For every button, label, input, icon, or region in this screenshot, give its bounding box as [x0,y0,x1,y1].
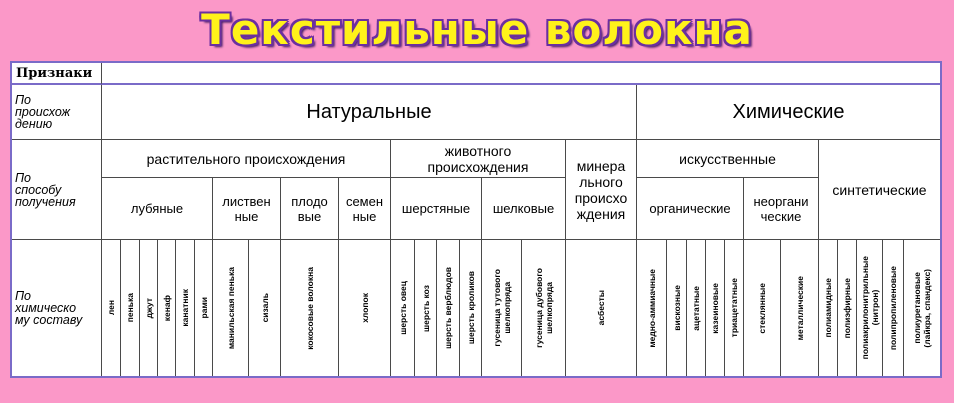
fiber-label: полиамидные [823,278,833,338]
fiber-cell [566,240,637,376]
fiber-label: полиуретановые (лайкра, спандекс) [912,268,932,348]
subgroup-silk: шелковые [482,178,566,240]
fiber-label: джут [143,297,154,319]
fiber-label: вискозные [671,285,682,331]
fiber-cell [819,240,838,376]
method-mineral: минера льного происхо ждения [566,140,637,240]
method-artificial: искусственные [637,140,819,178]
fiber-cell [213,240,249,376]
fiber-label: полиакрилонитрильные (нитрон) [859,256,880,360]
fiber-label: пенька [125,293,135,323]
fiber-label: ацетатные [691,285,701,331]
fiber-cell [904,240,940,376]
fiber-cell [102,240,121,376]
fiber-label: кокосовые волокна [304,266,315,350]
fiber-cell [281,240,339,376]
fiber-cell [339,240,391,376]
fiber-label: рами [198,297,209,319]
fiber-label: канатник [180,289,190,327]
origin-chemical: Химические [637,85,940,140]
method-synthetic: синтетические [819,140,940,240]
subgroup-leaf: листвен ные [213,178,281,240]
fiber-cell [391,240,415,376]
subgroup-organic: органические [637,178,744,240]
fiber-cell [781,240,819,376]
fiber-cell [706,240,725,376]
fiber-cell [415,240,437,376]
fiber-label: манильская пенька [225,266,236,350]
fiber-label: гусеница дубового шелкопряда [533,268,554,348]
fiber-cell [176,240,195,376]
subgroup-inorganic: неоргани ческие [744,178,819,240]
fiber-cell [158,240,176,376]
row-label-origin: По происхож дению [12,85,102,140]
fiber-label: хлопок [359,293,370,323]
row-label-signs: Признаки [12,63,102,85]
fiber-cell [744,240,781,376]
fiber-label: сизаль [259,293,270,323]
origin-natural: Натуральные [102,85,637,140]
fiber-cell [687,240,706,376]
fiber-cell [140,240,158,376]
fiber-label: шерсть овец [397,281,408,335]
fiber-cell [522,240,566,376]
method-plant: растительного происхождения [102,140,391,178]
fiber-cell [460,240,482,376]
fiber-cell [482,240,522,376]
fiber-classification-table [10,61,942,378]
method-animal: животного происхождения [391,140,566,178]
fiber-cell [857,240,883,376]
fiber-label: шерсть кроликов [465,271,476,345]
fiber-label: казеиновые [710,282,720,334]
subgroup-bast: лубяные [102,178,213,240]
page-title: Текстильные волокна [201,5,753,54]
subgroup-seed: семен ные [339,178,391,240]
fiber-cell [195,240,213,376]
fiber-label: шерсть верблюдов [443,267,453,349]
fiber-label: металлические [794,275,805,341]
fiber-cell [725,240,744,376]
fiber-cell [121,240,140,376]
fiber-label: полипропиленовые [888,265,898,351]
subgroup-fruit: плодо вые [281,178,339,240]
fiber-cell [437,240,460,376]
fiber-cell [883,240,904,376]
fiber-label: гусеница тутового шелкопряда [491,269,512,347]
fiber-label: лен [106,300,116,316]
fiber-label: кенаф [161,294,172,322]
fiber-label: стеклянные [757,282,767,334]
fiber-label: шерсть коз [420,284,431,332]
fiber-cell [667,240,687,376]
row-label-composition: По химическо му составу [12,240,102,376]
subgroup-wool: шерстяные [391,178,482,240]
fiber-label: полиэфирные [842,277,852,339]
fiber-label: триацетатные [729,278,739,338]
row-label-method: По способу получения [12,140,102,240]
fiber-cell [637,240,667,376]
signs-header-empty [102,63,940,85]
fiber-cell [838,240,857,376]
fiber-cell [249,240,281,376]
fiber-label: асбесты [596,290,606,326]
fiber-label: медно-аммиачные [646,268,657,348]
